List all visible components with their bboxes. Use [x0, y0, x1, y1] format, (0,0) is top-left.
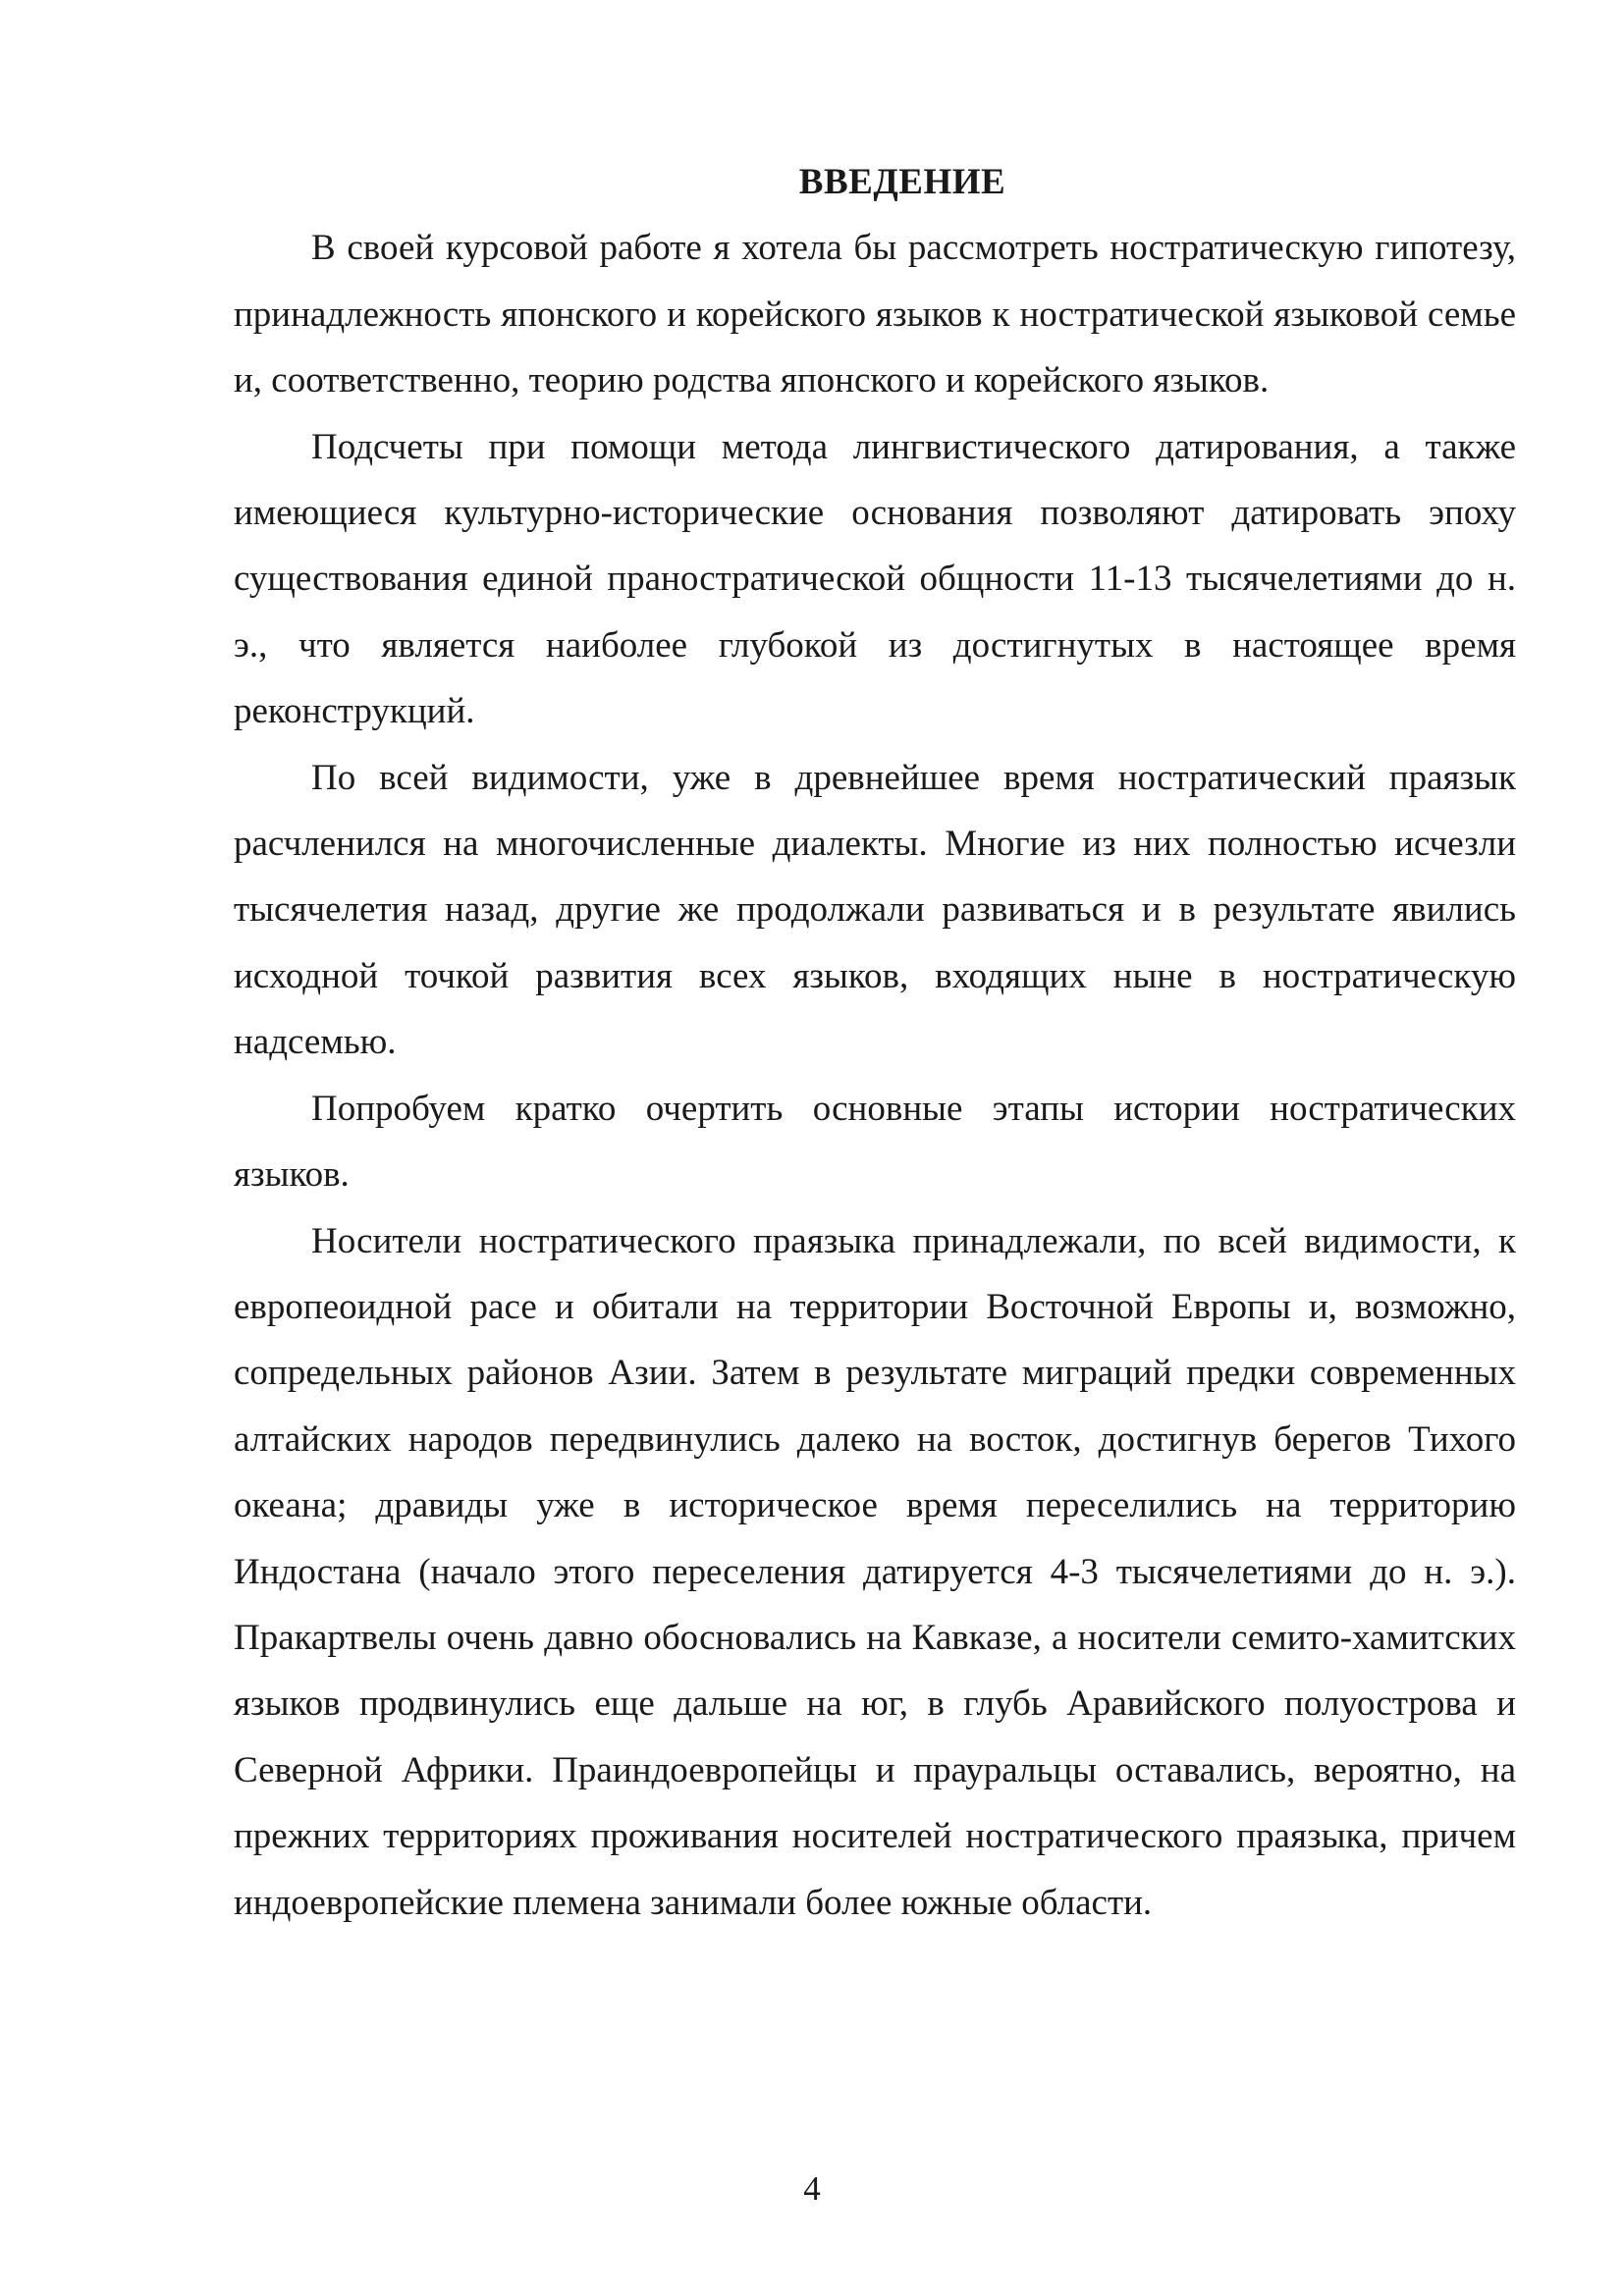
paragraph-5: Носители ностратического праязыка принадлежали, по всей видимости, к европеоидной расе и обитали на территории Восточной Европы и, возможно, сопредельных районов Азии. Затем в результате миграций предки современных алтайских народов передвинулись далеко на восток, достигнув берегов Тихого океана; дравиды уже в историческое время переселились на территорию Индостана (начало этого переселения датируется 4-3 тысячелетиями до н. э.). Пракартвелы очень давно обосновались на Кавказе, а носители семито-хамитских языков продвинулись еще дальше на юг, в глубь Аравийского полуострова и Северной Африки. Праиндоевропейцы и прауральцы оставались, вероятно, на прежних территориях проживания носителей ностратического праязыка, причем индоевропейские племена занимали более южные области. — [234, 1220, 1516, 1923]
paragraph-4: Попробуем кратко очертить основные этапы истории ностратических языков. — [234, 1088, 1516, 1196]
paragraph-1: В своей курсовой работе я хотела бы рассмотреть ностратическую гипотезу, принадлежность японского и корейского языков к ностратической языковой семье и, соответственно, теорию родства японского и корейского языков. — [234, 228, 1516, 401]
paragraph-3: По всей видимости, уже в древнейшее время ностратический праязык расчленился на многочисленные диалекты. Многие из них полностью исчезли тысячелетия назад, другие же продолжали развиваться и в результате явились исходной точкой развития всех языков, входящих ныне в ностратическую надсемью. — [234, 757, 1516, 1063]
page-title: ВВЕДЕНИЕ — [798, 162, 1006, 202]
paragraph-2: Подсчеты при помощи метода лингвистического датирования, а также имеющиеся культурно-исторические основания позволяют датировать эпоху существования единой праностратической общности 11-13 тысячелетиями до н. э., что является наиболее глубокой из достигнутых в настоящее время реконструкций. — [234, 426, 1516, 732]
page-number: 4 — [803, 2169, 821, 2208]
page-content — [234, 149, 1516, 1936]
